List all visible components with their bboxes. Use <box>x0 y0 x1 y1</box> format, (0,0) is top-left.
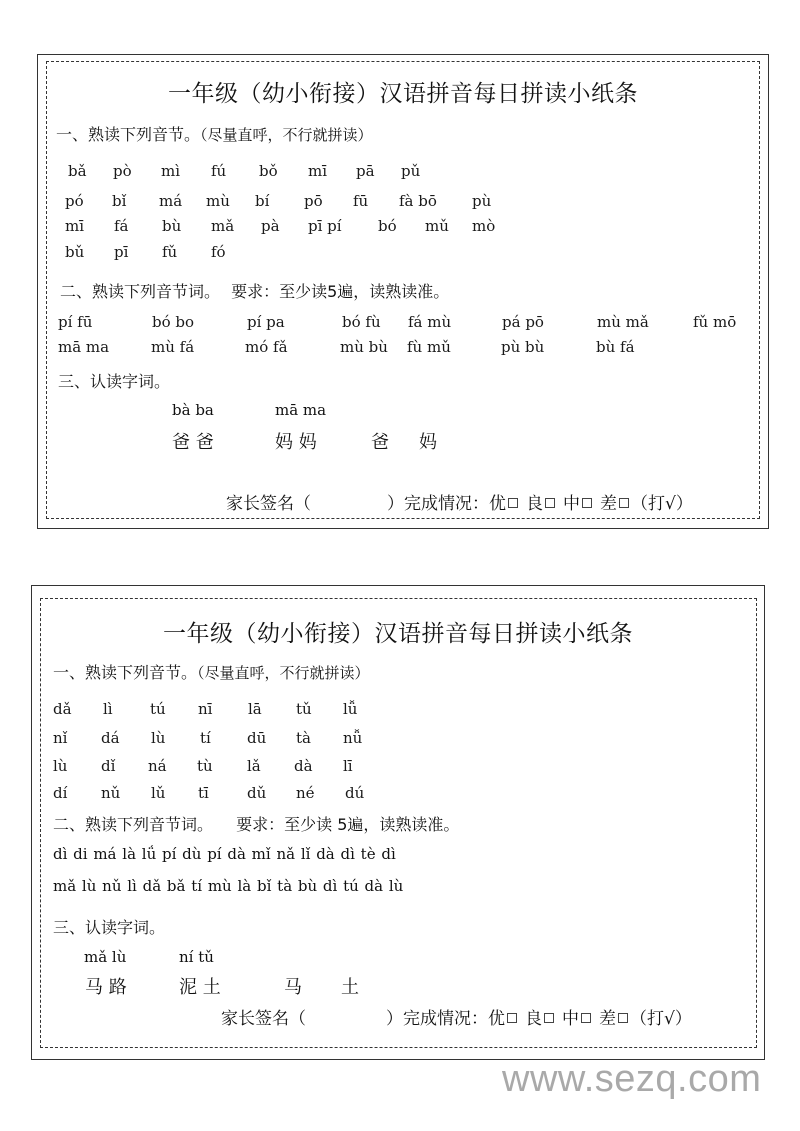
syllable: lǔ <box>151 784 166 802</box>
syllable-word: pù bù <box>501 338 545 356</box>
syllable-word-line: dì di má là lǘ pí dù pí dà mǐ nǎ lǐ dà dì tè dì <box>53 845 396 863</box>
syllable: nǔ <box>101 784 121 802</box>
syllable-word: fá mù <box>408 313 452 331</box>
syllable-word: pí pa <box>247 313 285 331</box>
syllable: lù <box>151 729 166 747</box>
syllable: lì <box>103 700 113 718</box>
section-requirement: 要求：至少读 5遍，读熟读准。 <box>236 815 460 834</box>
syllable-word: mù fá <box>151 338 195 356</box>
completion-label: ）完成情况： <box>386 1009 488 1029</box>
syllable-word: pá pō <box>502 313 544 331</box>
syllable: tī <box>198 784 209 802</box>
syllable: tǔ <box>296 700 312 718</box>
syllable-word: mù bù <box>340 338 388 356</box>
syllable-word: mó fǎ <box>245 338 288 356</box>
rating-checkbox[interactable] <box>581 1013 591 1023</box>
syllable: dí <box>53 784 68 802</box>
section-heading-text: 一、熟读下列音节。 <box>53 663 198 682</box>
syllable: mǔ <box>425 217 449 235</box>
word-pinyin: mǎ lù <box>84 948 127 966</box>
syllable-word: fǔ mō <box>693 313 737 331</box>
syllable: bó <box>378 217 397 235</box>
syllable: dú <box>345 784 365 802</box>
rating-checkbox[interactable] <box>582 498 592 508</box>
syllable-word-line: mǎ lù nǔ lì dǎ bǎ tí mù là bǐ tà bù dì tú dà lù <box>53 877 404 895</box>
section-heading-text: 二、熟读下列音节词。 <box>53 815 214 834</box>
word-pinyin: mā ma <box>275 401 327 419</box>
card-title: 一年级（幼小衔接）汉语拼音每日拼读小纸条 <box>163 621 633 647</box>
syllable: fá <box>114 217 129 235</box>
syllable: pǔ <box>401 162 421 180</box>
pinyin-slip-card-1 <box>37 54 769 529</box>
syllable: bǔ <box>65 243 85 261</box>
card-title: 一年级（幼小衔接）汉语拼音每日拼读小纸条 <box>168 81 638 107</box>
word-hanzi: 爸 爸 <box>172 432 214 453</box>
syllable: pà <box>261 217 280 235</box>
syllable: fú <box>211 162 227 180</box>
syllable-row <box>53 700 453 720</box>
syllable: fǔ <box>162 243 178 261</box>
syllable: lù <box>53 757 68 775</box>
syllable: mò <box>472 217 496 235</box>
syllable: dà <box>294 757 313 775</box>
word-hanzi: 妈 妈 <box>275 432 317 453</box>
syllable: nǐ <box>53 729 68 747</box>
parent-signature-line <box>226 489 693 514</box>
syllable: mǎ <box>211 217 235 235</box>
syllable-word: pí fū <box>58 313 93 331</box>
syllable-row <box>68 162 568 182</box>
syllable: nǚ <box>343 729 363 747</box>
section-3-heading: 三、认读字词。 <box>53 918 166 937</box>
rating-label: 差 <box>600 494 617 514</box>
rating-checkbox[interactable] <box>545 498 555 508</box>
syllable: bǒ <box>259 162 278 180</box>
syllable-word: mù mǎ <box>597 313 649 331</box>
section-2-heading <box>60 279 449 302</box>
word-row <box>58 338 758 358</box>
syllable: lī <box>343 757 353 775</box>
syllable-row <box>53 757 453 777</box>
completion-label: ）完成情况： <box>387 494 489 514</box>
syllable: mī <box>308 162 328 180</box>
syllable: ná <box>148 757 167 775</box>
syllable: tí <box>200 729 211 747</box>
syllable: bù <box>162 217 182 235</box>
pinyin-slip-card-2 <box>31 585 765 1060</box>
syllable: pó <box>65 192 84 210</box>
section-note: （尽量直呼，不行就拼读） <box>197 664 370 682</box>
syllable: fà bō <box>399 192 437 210</box>
rating-label: 差 <box>599 1009 616 1029</box>
rating-checkbox[interactable] <box>508 498 518 508</box>
syllable: dá <box>101 729 120 747</box>
rating-checkbox[interactable] <box>619 498 629 508</box>
word-hanzi: 土 <box>341 977 359 998</box>
syllable: pò <box>113 162 132 180</box>
syllable: dǐ <box>101 757 116 775</box>
tick-hint: （打√） <box>631 494 693 514</box>
syllable-word: fù mǔ <box>407 338 451 356</box>
section-note: （尽量直呼，不行就拼读） <box>200 126 373 144</box>
section-heading-text: 二、熟读下列音节词。 <box>60 282 221 301</box>
signature-label: 家长签名（ <box>226 494 311 514</box>
rating-checkbox[interactable] <box>507 1013 517 1023</box>
syllable-row <box>65 243 365 263</box>
syllable: pī pí <box>308 217 342 235</box>
syllable: tà <box>296 729 311 747</box>
syllable: mī <box>65 217 85 235</box>
syllable-word: bù fá <box>596 338 635 356</box>
tick-hint: （打√） <box>630 1009 692 1029</box>
syllable: bí <box>255 192 270 210</box>
word-row <box>58 313 758 333</box>
syllable-row <box>53 784 453 804</box>
syllable-word: bó bo <box>152 313 195 331</box>
rating-label: 中 <box>563 494 580 514</box>
syllable: má <box>159 192 183 210</box>
syllable: né <box>296 784 315 802</box>
syllable: bǎ <box>68 162 87 180</box>
rating-checkbox[interactable] <box>544 1013 554 1023</box>
word-hanzi: 马 路 <box>85 977 127 998</box>
syllable: lā <box>248 700 262 718</box>
word-pinyin: ní tǔ <box>179 948 214 966</box>
word-hanzi: 妈 <box>419 432 437 453</box>
syllable: lǎ <box>247 757 261 775</box>
syllable: nī <box>198 700 213 718</box>
syllable-word: mā ma <box>58 338 110 356</box>
signature-label: 家长签名（ <box>221 1009 306 1029</box>
word-hanzi: 爸 <box>371 432 389 453</box>
syllable-row <box>53 729 453 749</box>
syllable: bǐ <box>112 192 127 210</box>
section-1-heading <box>56 122 373 145</box>
rating-label: 良 <box>526 494 543 514</box>
syllable: dǔ <box>247 784 267 802</box>
syllable: pō <box>304 192 323 210</box>
syllable: pā <box>356 162 375 180</box>
section-requirement: 要求：至少读5遍，读熟读准。 <box>231 282 450 301</box>
syllable: dū <box>247 729 267 747</box>
section-heading-text: 一、熟读下列音节。 <box>56 125 201 144</box>
parent-signature-line <box>221 1004 692 1029</box>
word-pinyin: bà ba <box>172 401 214 419</box>
syllable: tù <box>197 757 213 775</box>
syllable: fū <box>353 192 369 210</box>
syllable: lǚ <box>343 700 358 718</box>
word-hanzi: 马 <box>284 977 302 998</box>
rating-label: 中 <box>562 1009 579 1029</box>
syllable: pī <box>114 243 129 261</box>
rating-label: 优 <box>488 1009 505 1029</box>
syllable: tú <box>150 700 166 718</box>
syllable: mù <box>206 192 230 210</box>
syllable-row <box>65 217 565 237</box>
syllable: dǎ <box>53 700 72 718</box>
rating-label: 优 <box>489 494 506 514</box>
syllable-word: bó fù <box>342 313 381 331</box>
rating-label: 良 <box>525 1009 542 1029</box>
rating-checkbox[interactable] <box>618 1013 628 1023</box>
syllable: pù <box>472 192 492 210</box>
word-hanzi: 泥 土 <box>179 977 221 998</box>
section-3-heading: 三、认读字词。 <box>58 372 171 391</box>
syllable: fó <box>211 243 226 261</box>
syllable: mì <box>161 162 181 180</box>
section-2-heading <box>53 812 459 835</box>
watermark: www.sezq.com <box>502 1058 762 1100</box>
section-1-heading <box>53 660 370 683</box>
syllable-row <box>65 192 565 212</box>
